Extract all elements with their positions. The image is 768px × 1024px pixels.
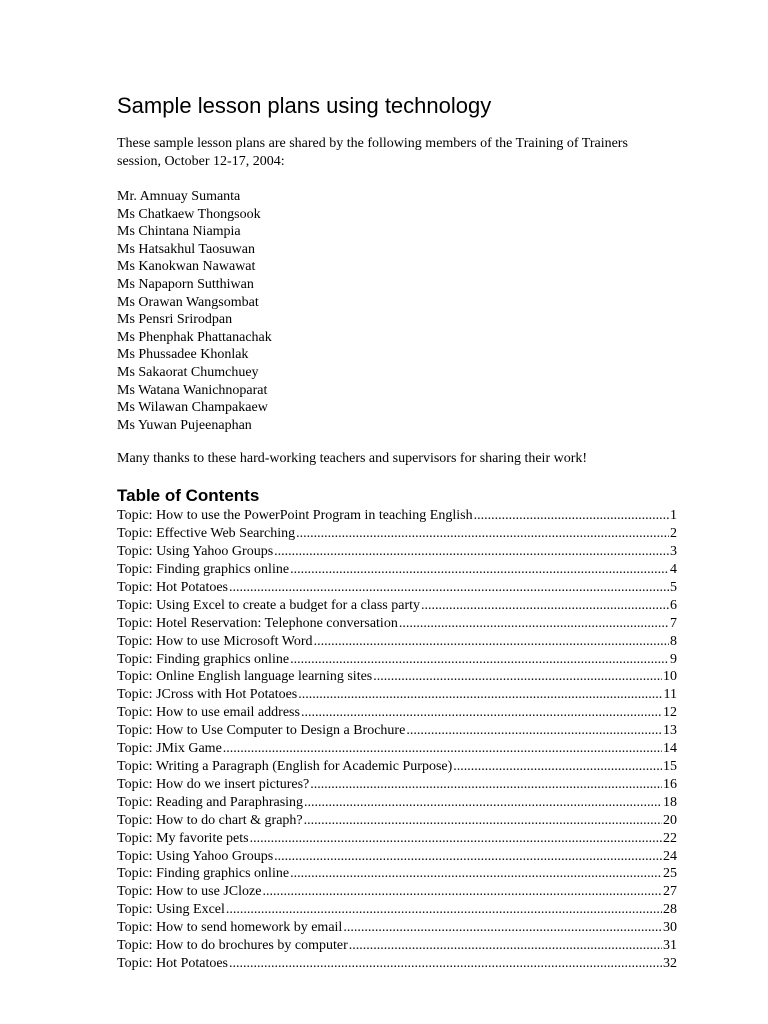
toc-entry[interactable] bbox=[117, 830, 677, 848]
toc-page-number: 4 bbox=[670, 562, 677, 578]
toc-dot-leader bbox=[296, 525, 669, 543]
intro-paragraph: These sample lesson plans are shared by the following members of the Training of Trainers session, October 12-17, 2004: bbox=[117, 136, 628, 169]
member-name: Ms Watana Wanichnoparat bbox=[117, 382, 268, 398]
toc-entry-label: Topic: How to use Microsoft Word bbox=[117, 633, 313, 649]
toc-dot-leader bbox=[399, 615, 669, 633]
member-name: Ms Hatsakhul Taosuwan bbox=[117, 241, 255, 257]
toc-entry-label: Topic: How to do brochures by computer bbox=[117, 938, 348, 954]
toc-entry[interactable] bbox=[117, 615, 677, 633]
toc-dot-leader bbox=[304, 794, 662, 812]
toc-dot-leader bbox=[229, 955, 662, 973]
toc-entry[interactable] bbox=[117, 865, 677, 883]
member-name: Ms Chintana Niampia bbox=[117, 224, 241, 240]
toc-dot-leader bbox=[274, 543, 669, 561]
toc-entry-label: Topic: How to do chart & graph? bbox=[117, 812, 303, 828]
toc-dot-leader bbox=[310, 776, 662, 794]
toc-entry[interactable] bbox=[117, 848, 677, 866]
toc-entry-label: Topic: Writing a Paragraph (English for Academic Purpose) bbox=[117, 759, 453, 774]
toc-dot-leader bbox=[290, 865, 662, 883]
toc-entry[interactable] bbox=[117, 955, 677, 973]
toc-dot-leader bbox=[250, 830, 662, 848]
toc-dot-leader bbox=[226, 901, 662, 919]
member-name: Ms Napaporn Sutthiwan bbox=[117, 276, 254, 292]
toc-dot-leader bbox=[373, 668, 662, 686]
member-name: Ms Yuwan Pujeenaphan bbox=[117, 417, 252, 433]
toc-page-number: 30 bbox=[663, 920, 677, 936]
toc-dot-leader bbox=[301, 704, 662, 722]
toc-entry[interactable] bbox=[117, 794, 677, 812]
toc-entry-label: Topic: JCross with Hot Potatoes bbox=[117, 687, 298, 703]
toc-entry[interactable] bbox=[117, 919, 677, 937]
toc-entry-label: Topic: How to use JCloze bbox=[117, 884, 262, 900]
member-name: Ms Wilawan Champakaew bbox=[117, 400, 268, 416]
toc-dot-leader bbox=[223, 740, 662, 758]
toc-entry-label: Topic: How to Use Computer to Design a Brochure bbox=[117, 723, 406, 739]
toc-entry[interactable] bbox=[117, 883, 677, 901]
toc-dot-leader bbox=[343, 919, 662, 937]
member-list bbox=[117, 188, 677, 434]
toc-page-number: 31 bbox=[663, 938, 677, 954]
toc-entry-label: Topic: Online English language learning sites bbox=[117, 669, 373, 685]
toc-dot-leader bbox=[474, 507, 669, 525]
toc-page-number: 7 bbox=[670, 615, 677, 631]
toc-page-number: 1 bbox=[670, 508, 677, 524]
toc-page-number: 2 bbox=[670, 526, 677, 542]
toc-page-number: 6 bbox=[670, 597, 677, 613]
member-name: Mr. Amnuay Sumanta bbox=[117, 189, 241, 204]
toc-entry-label: Topic: Reading and Paraphrasing bbox=[117, 794, 304, 810]
toc-entry[interactable] bbox=[117, 758, 677, 776]
toc-page-number: 20 bbox=[663, 812, 677, 828]
toc-page-number: 32 bbox=[663, 955, 677, 971]
toc-dot-leader bbox=[314, 633, 669, 651]
document-content bbox=[117, 92, 677, 973]
toc-dot-leader bbox=[453, 758, 662, 776]
toc-page-number: 16 bbox=[663, 776, 677, 792]
toc-page-number: 25 bbox=[663, 866, 677, 882]
toc-entry-label: Topic: Effective Web Searching bbox=[117, 526, 296, 542]
toc-page-number: 3 bbox=[670, 544, 677, 560]
toc-dot-leader bbox=[304, 812, 662, 830]
toc-entry-label: Topic: Using Excel to create a budget for a class party bbox=[117, 597, 421, 613]
toc-entry-label: Topic: How to use email address bbox=[117, 705, 300, 721]
toc-dot-leader bbox=[290, 561, 669, 579]
toc-entry-label: Topic: Using Yahoo Groups bbox=[117, 848, 274, 864]
toc-page-number: 9 bbox=[670, 651, 677, 667]
toc-page-number: 12 bbox=[663, 705, 677, 721]
toc-entry-label: Topic: Hot Potatoes bbox=[117, 579, 229, 595]
toc-page-number: 28 bbox=[663, 902, 677, 918]
toc-page-number: 15 bbox=[663, 759, 677, 774]
toc-entry[interactable] bbox=[117, 651, 677, 669]
toc-dot-leader bbox=[349, 937, 662, 955]
member-name: Ms Phussadee Khonlak bbox=[117, 347, 249, 363]
page-title: Sample lesson plans using technology bbox=[117, 93, 492, 118]
toc-entry[interactable] bbox=[117, 507, 677, 525]
toc-page-number: 18 bbox=[663, 794, 677, 810]
table-of-contents bbox=[117, 507, 677, 973]
toc-entry[interactable] bbox=[117, 561, 677, 579]
member-name: Ms Sakaorat Chumchuey bbox=[117, 364, 259, 380]
toc-entry-label: Topic: Using Yahoo Groups bbox=[117, 544, 274, 560]
toc-page-number: 11 bbox=[663, 687, 677, 703]
member-name: Ms Pensri Srirodpan bbox=[117, 312, 233, 328]
toc-page-number: 24 bbox=[663, 848, 677, 864]
toc-page-number: 10 bbox=[663, 669, 677, 685]
toc-dot-leader bbox=[274, 848, 662, 866]
toc-dot-leader bbox=[406, 722, 662, 740]
toc-page-number: 22 bbox=[663, 830, 677, 846]
toc-dot-leader bbox=[262, 883, 662, 901]
toc-dot-leader bbox=[290, 651, 669, 669]
member-name: Ms Orawan Wangsombat bbox=[117, 294, 259, 310]
toc-entry[interactable] bbox=[117, 776, 677, 794]
toc-entry-label: Topic: Hotel Reservation: Telephone conversation bbox=[117, 615, 398, 631]
toc-entry-label: Topic: Finding graphics online bbox=[117, 866, 290, 882]
toc-entry[interactable] bbox=[117, 525, 677, 543]
toc-page-number: 8 bbox=[670, 633, 677, 649]
toc-entry[interactable] bbox=[117, 597, 677, 615]
toc-entry[interactable] bbox=[117, 812, 677, 830]
member-name: Ms Chatkaew Thongsook bbox=[117, 206, 261, 222]
toc-entry[interactable] bbox=[117, 704, 677, 722]
toc-page-number: 5 bbox=[670, 579, 677, 595]
toc-dot-leader bbox=[229, 579, 669, 597]
toc-entry[interactable] bbox=[117, 543, 677, 561]
thanks-paragraph: Many thanks to these hard-working teachers and supervisors for sharing their work! bbox=[117, 451, 588, 467]
toc-entry[interactable] bbox=[117, 937, 677, 955]
toc-entry-label: Topic: Finding graphics online bbox=[117, 562, 290, 578]
toc-entry[interactable] bbox=[117, 668, 677, 686]
toc-entry-label: Topic: Finding graphics online bbox=[117, 651, 290, 667]
toc-entry-label: Topic: Using Excel bbox=[117, 902, 225, 918]
toc-entry[interactable] bbox=[117, 901, 677, 919]
toc-entry[interactable] bbox=[117, 740, 677, 758]
toc-entry[interactable] bbox=[117, 686, 677, 704]
toc-page-number: 13 bbox=[663, 723, 677, 739]
member-name: Ms Phenphak Phattanachak bbox=[117, 329, 272, 345]
toc-dot-leader bbox=[421, 597, 669, 615]
toc-entry-label: Topic: How to use the PowerPoint Program in teaching English bbox=[117, 508, 473, 524]
toc-entry-label: Topic: JMix Game bbox=[117, 741, 222, 757]
toc-page-number: 14 bbox=[663, 741, 677, 757]
toc-entry[interactable] bbox=[117, 633, 677, 651]
toc-page-number: 27 bbox=[663, 884, 677, 900]
member-name: Ms Kanokwan Nawawat bbox=[117, 259, 256, 275]
toc-entry-label: Topic: How do we insert pictures? bbox=[117, 776, 310, 792]
toc-heading: Table of Contents bbox=[117, 486, 260, 506]
toc-entry[interactable] bbox=[117, 722, 677, 740]
toc-entry-label: Topic: How to send homework by email bbox=[117, 920, 343, 936]
toc-dot-leader bbox=[298, 686, 662, 704]
toc-entry-label: Topic: My favorite pets bbox=[117, 830, 249, 846]
toc-entry-label: Topic: Hot Potatoes bbox=[117, 955, 229, 971]
toc-entry[interactable] bbox=[117, 579, 677, 597]
